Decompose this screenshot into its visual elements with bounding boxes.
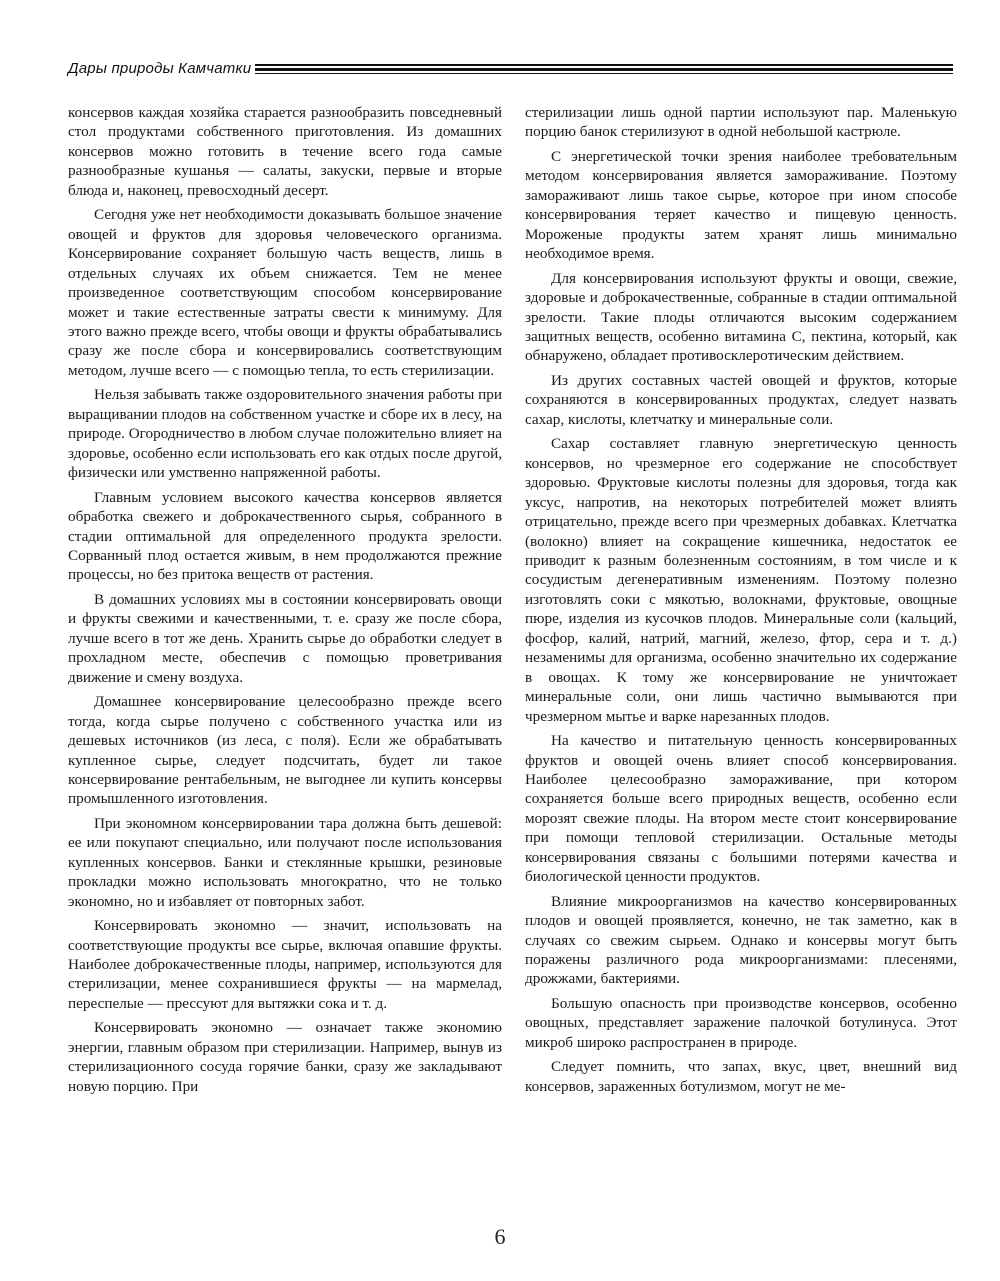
paragraph: Влияние микроорганизмов на качество консервированных плодов и овощей проявляется, конечно, не так заметно, как в случаях со свежим сырьем. Однако и консервы могут быть поражены различного рода микроорганизмами: плесенями, дрожжами, бактериями. [525,892,957,988]
page-number: 6 [494,1224,506,1249]
right-column [525,103,957,1101]
left-column [68,103,502,1101]
paragraph: Консервировать экономно — значит, использовать на соответствующие продукты все сырье, включая опавшие фрукты. Наиболее доброкачественные плоды, например, используются для стерилизации, менее сохранившиеся фрукты — на мармелад, переспелые — прессуют для вытяжки сока и т. д. [68,917,502,1012]
paragraph: Следует помнить, что запах, вкус, цвет, внешний вид консервов, зараженных ботулизмом, могут не ме- [525,1058,957,1095]
paragraph: стерилизации лишь одной партии используют пар. Маленькую порцию банок стерилизуют в одной небольшой кастрюле. [525,104,957,141]
paragraph: консервов каждая хозяйка старается разнообразить повседневный стол продуктами собственного приготовления. Из домашних консервов можно готовить в течение всего года самые разнообразные кушанья — салаты, закуски, первые и вторые блюда и, наконец, превосходный десерт. [68,104,502,199]
paragraph: Консервировать экономно — означает также экономию энергии, главным образом при стерилизации. Например, вынув из стерилизационного сосуда горячие банки, сразу же закладывают новую порцию. При [68,1019,502,1095]
paragraph: На качество и питательную ценность консервированных фруктов и овощей очень влияет способ консервирования. Наиболее целесообразно замораживание, при котором сохраняется больше всего природных веществ, особенно если морозят свежие плоды. На втором месте стоит консервирование при помощи тепловой стерилизации. Остальные методы консервирования связаны с большими потерями качества и биологической ценности продуктов. [525,732,957,886]
paragraph: При экономном консервировании тара должна быть дешевой: ее или покупают специально, или получают после использования купленных консервов. Банки и стеклянные крышки, резиновые прокладки можно использовать многократно, что не только экономно, но и избавляет от повторных забот. [68,814,502,910]
paragraph: Сегодня уже нет необходимости доказывать большое значение овощей и фруктов для здоровья человеческого организма. Консервирование сохраняет большую часть веществ, лишь в отдельных случаях их объем снижается. Тем не менее произведенное соответствующим способом консервирование может и такие естественные затраты свести к минимуму. Для этого важно прежде всего, чтобы овощи и фрукты обрабатывались сразу же после сбора и консервировались соответствующим методом, лучше всего — с помощью тепла, то есть стерилизации. [68,206,502,379]
paragraph: Для консервирования используют фрукты и овощи, свежие, здоровые и доброкачественные, собранные в стадии оптимальной зрелости. Такие плоды отличаются высоким содержанием защитных веществ, особенно витамина С, пектина, который, как обнаружено, обладает противосклеротическим действием. [525,269,957,365]
paragraph: В домашних условиях мы в состоянии консервировать овощи и фрукты свежими и качественными, т. е. сразу же после сбора, лучше всего в тот же день. Хранить сырье до обработки следует в прохладном месте, обеспечив с помощью проветривания движение и смену воздуха. [68,590,502,686]
paragraph: Главным условием высокого качества консервов является обработка свежего и доброкачественного сырья, собранного в стадии оптимальной для определенного продукта зрелости. Сорванный плод остается живым, в нем продолжаются прежние процессы, но без притока веществ от растения. [68,488,502,584]
paragraph: Сахар составляет главную энергетическую ценность консервов, но чрезмерное его содержание не способствует здоровью. Фруктовые кислоты полезны для здоровья, тогда как уксус, напротив, на некоторых потребителей может влиять отрицательно, прежде всего при чрезмерных добавках. Клетчатка (волокно) влияет на сокращение кишечника, недостаток ее приводит к разным болезненным состояниям, в том числе и к сосудистым дегенеративным изменениям. Поэтому полезно изготовлять соки с мякотью, волокнами, фруктовые, овощные пюре, изделия из кусочков плодов. Минеральные соли (кальций, фосфор, калий, натрий, магний, железо, фтор, сера и т. д.) незаменимы для организма, особенно значительно их содержание в овощах. К тому же консервирование не уничтожает минеральные соли, они лишь частично вымываются при чрезмерном мытье и варке нарезанных плодов. [525,435,957,725]
running-header-title: Дары природы Камчатки [68,60,255,77]
running-header [68,58,953,82]
paragraph: Из других составных частей овощей и фруктов, которые сохраняются в консервированных продуктах, следует назвать сахар, кислоты, клетчатку и минеральные соли. [525,371,957,428]
paragraph: Домашнее консервирование целесообразно прежде всего тогда, когда сырье получено с собственного участка или из дешевых источников (из леса, с поля). Если же обрабатывать купленное сырье, следует подсчитать, будет ли такое консервирование рентабельным, не выгоднее ли купить консервы промышленного изготовления. [68,693,502,808]
paragraph: Большую опасность при производстве консервов, особенно овощных, представляет заражение палочкой ботулинуса. Этот микроб широко распространен в природе. [525,994,957,1051]
paragraph: С энергетической точки зрения наиболее требовательным методом консервирования является замораживание. Поэтому замораживают лишь такое сырье, которое при ином способе консервирования теряет качество и пищевую ценность. Мороженые продукты затем хранят лишь минимально необходимое время. [525,147,957,263]
paragraph: Нельзя забывать также оздоровительного значения работы при выращивании плодов на собственном участке и сборе их в лесу, на природе. Огородничество в любом случае положительно влияет на здоровье, особенно если использовать его как отдых после другой, физически или умственно напряженной работы. [68,386,502,482]
